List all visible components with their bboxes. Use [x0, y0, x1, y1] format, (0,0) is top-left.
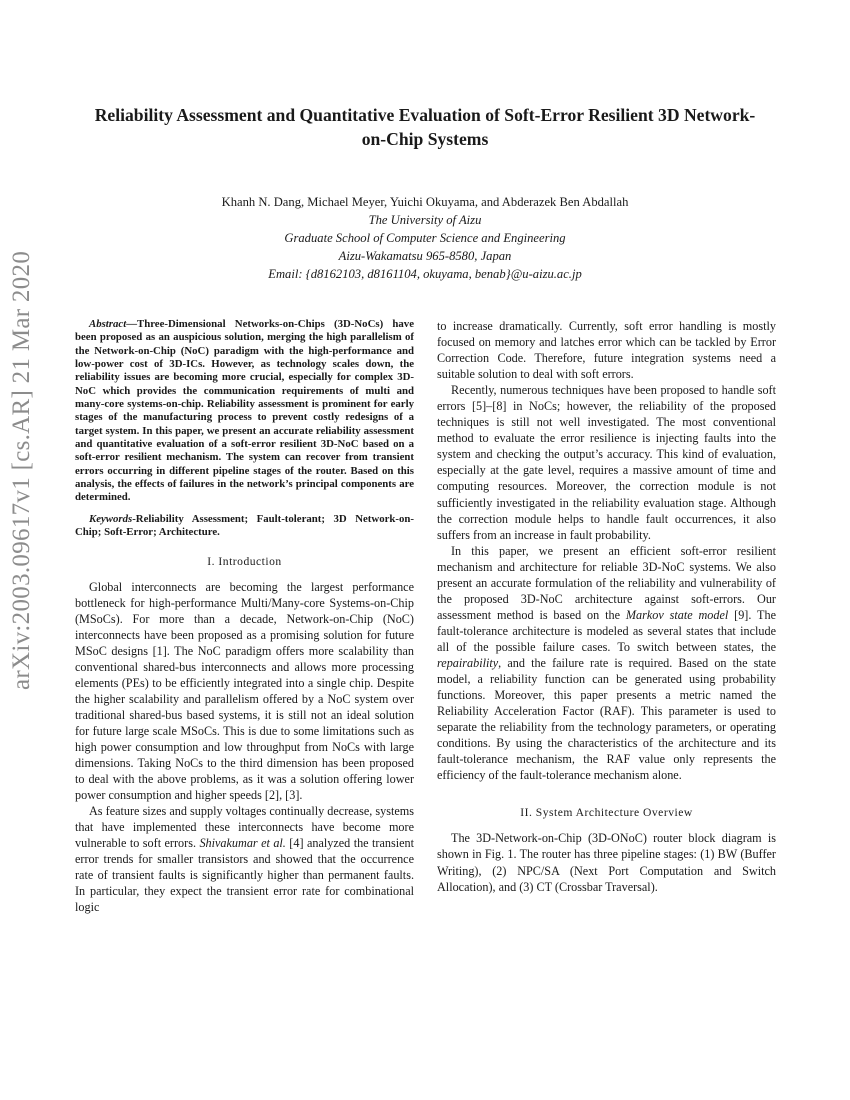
school: Graduate School of Computer Science and Engineering [284, 231, 566, 245]
keywords-text: -Reliability Assessment; Fault-tolerant; 3D Network-on-Chip; Soft-Error; Architecture. [75, 512, 414, 539]
address: Aizu-Wakamatsu 965-8580, Japan [338, 249, 512, 263]
abstract-label: Abstract [89, 318, 127, 330]
arxiv-id-text: arXiv:2003.09617v1 [cs.AR] 21 Mar 2020 [8, 250, 35, 690]
intro-paragraph-2-continued: to increase dramatically. Currently, soft error handling is mostly focused on memory and latches error which can be tackled by Error Correction Code. Therefore, future integration systems need a suitable solution to deal with soft errors. [437, 319, 776, 382]
university: The University of Aizu [368, 213, 482, 227]
intro-p4-c: , and the failure rate is required. Based on the state model, a reliability function can be generated using probability functions. Moreover, this paper presents a metric named the Reliability Acceleration Factor (RAF). This parameter is used to separate the reliability from the technology parameters, or operating conditions. By using the characteristics of the architecture and its fault-tolerance mechanism, the RAF value only represents the efficiency of the fault-tolerance mechanism alone. [437, 655, 776, 783]
intro-p2-text: As feature sizes and supply voltages continually decrease, systems that have implemented these interconnects have become more vulnerable to soft errors. [75, 804, 414, 851]
keywords-label: Keywords [89, 512, 133, 525]
abstract-text: —Three-Dimensional Networks-on-Chips (3D-NoCs) have been proposed as an auspicious solution, merging the high parallelism of the Network-on-Chip (NoC) paradigm with the high-performance and low-power cost of 3D-ICs. However, as technology scales down, the reliability issues are becoming more crucial, especially for complex 3D-NoC which provides the communication requirements of multi and many-core systems-on-chip. Reliability assessment is prominent for early stages of the manufacturing process to prevent costly redesigns of a target system. In this paper, we present an accurate reliability assessment and quantitative evaluation of a soft-error resilient 3D-NoC based on a soft-error resilient mechanism. The system can recover from transient errors occurring in different pipeline stages of the router. Based on this analysis, the effects of failures in the network’s principal components are determined. [75, 318, 414, 504]
keywords [75, 513, 414, 540]
intro-p2-rest: [4] analyzed the transient error trends for smaller transistors and showed that the occurrence rate of transient faults is significantly higher than permanent faults. In particular, they expect the transient error rate for combinational logic [75, 836, 414, 915]
intro-p4-repairability: repairability [437, 655, 499, 670]
paper-title: Reliability Assessment and Quantitative Evaluation of Soft-Error Resilient 3D Network-on-Chip Systems [94, 105, 756, 149]
intro-paragraph-3: Recently, numerous techniques have been proposed to handle soft errors [5]–[8] in NoCs; however, the reliability of the proposed techniques is still not well investigated. The most conventional method to evaluate the error resilience is injecting faults into the system and checking the output’s accuracy. This kind of evaluation, especially at the gate level, requires a massive amount of time and computing resources. Moreover, the correction module is not sufficiently investigated in the reliability evaluation stage. Although the correction module helps to handle fault occurrences, it also suffers from an increase in fault probability. [437, 383, 776, 542]
intro-p4-markov: Markov state model [625, 607, 729, 622]
author-names: Khanh N. Dang, Michael Meyer, Yuichi Okuyama, and Abderazek Ben Abdallah [221, 195, 629, 209]
intro-paragraph-2 [75, 803, 414, 915]
section-heading-architecture: II. System Architecture Overview [520, 806, 693, 820]
email: Email: {d8162103, d8161104, okuyama, benab}@u-aizu.ac.jp [268, 267, 582, 281]
abstract [75, 318, 414, 505]
intro-paragraph-4 [437, 543, 776, 784]
right-column [437, 318, 776, 895]
section-heading-introduction: I. Introduction [207, 554, 282, 568]
intro-p2-cite: Shivakumar et al. [199, 836, 286, 851]
arxiv-identifier [0, 0, 60, 1100]
intro-p4-a: In this paper, we present an efficient soft-error resilient mechanism and architecture for reliable 3D-NoC systems. We also present an accurate formulation of the reliability and vulnerability of the proposed 3D-NoC architecture against soft-errors. Our assessment method is based on the [437, 543, 776, 622]
left-column [75, 318, 414, 916]
intro-paragraph-1: Global interconnects are becoming the largest performance bottleneck for high-performance Multi/Many-core Systems-on-Chip (MSoCs). For more than a decade, Network-on-Chip (NoC) interconnects have been proposed as a promising solution for future MSoC designs [1]. The NoC paradigm offers more scalability than conventional shared-bus interconnects and allows more processing elements (PEs) to be efficiently integrated into a single chip. Despite the higher scalability and parallelism offered by a NoC system over traditional shared-bus based systems, it is still not an ideal solution for future large scale MSoCs. This is due to some limitations such as high power consumption and low throughput from NoCs with large dimensions. Taking NoCs to the third dimension has been proposed to deal with the above problems, as it was a solution offering lower power consumption and higher speeds [2], [3]. [75, 579, 414, 803]
intro-p4-b: [9]. The fault-tolerance architecture is modeled as several states that include all of the possible failure cases. To switch between states, the [437, 607, 776, 654]
architecture-paragraph-1: The 3D-Network-on-Chip (3D-ONoC) router block diagram is shown in Fig. 1. The router has three pipeline stages: (1) BW (Buffer Writing), (2) NPC/SA (Next Port Computation and Switch Allocation), and (3) CT (Crossbar Traversal). [437, 831, 776, 894]
author-block [90, 193, 760, 283]
